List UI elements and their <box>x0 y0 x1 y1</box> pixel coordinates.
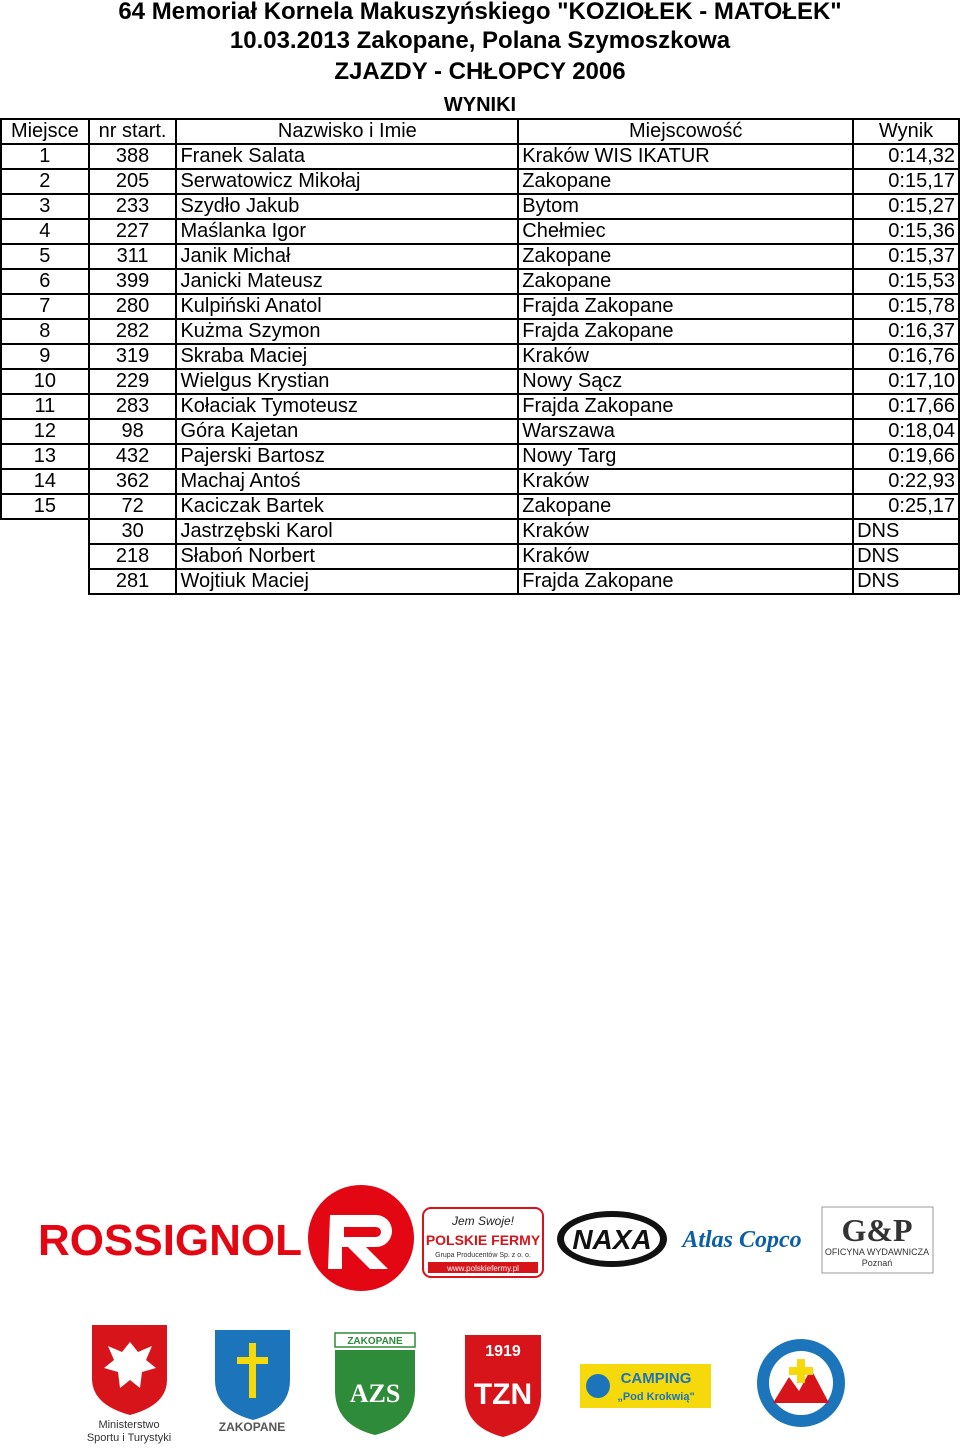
tzn-logo <box>462 1332 544 1440</box>
zakopane-text: ZAKOPANE <box>218 1420 286 1434</box>
gp-sub1-text: OFICYNA WYDAWNICZA <box>824 1247 930 1257</box>
header-date-place: 10.03.2013 Zakopane, Polana Szymoszkowa <box>229 27 731 54</box>
result-cell: 0:15,53 <box>853 269 959 294</box>
town-cell: Kraków <box>518 344 853 369</box>
town-cell: Kraków WIS IKATUR <box>518 144 853 169</box>
bib-cell: 227 <box>89 219 177 244</box>
table-row <box>1 169 959 194</box>
place-cell: 15 <box>1 494 89 519</box>
name-cell: Słaboń Norbert <box>176 544 518 569</box>
name-cell: Jastrzębski Karol <box>176 519 518 544</box>
town-cell: Zakopane <box>518 169 853 194</box>
gp-sub2-text: Poznań <box>861 1258 893 1268</box>
town-cell: Kraków <box>518 519 853 544</box>
table-row <box>1 444 959 469</box>
col-header-town: Miejscowość <box>518 119 853 144</box>
town-cell: Zakopane <box>518 269 853 294</box>
azs-text: AZS <box>349 1379 401 1408</box>
place-cell: 3 <box>1 194 89 219</box>
town-cell: Bytom <box>518 194 853 219</box>
table-row <box>1 244 959 269</box>
azs-zakopane-logo <box>330 1330 420 1440</box>
gp-text: G&P <box>841 1212 913 1248</box>
town-cell: Zakopane <box>518 494 853 519</box>
fermy-sub-text: Grupa Producentów Sp. z o. o. <box>435 1252 531 1259</box>
bib-cell: 362 <box>89 469 177 494</box>
table-row <box>1 144 959 169</box>
name-cell: Janicki Mateusz <box>176 269 518 294</box>
result-cell: 0:17,10 <box>853 369 959 394</box>
table-row <box>1 469 959 494</box>
place-cell-empty <box>1 519 89 544</box>
bib-cell: 399 <box>89 269 177 294</box>
town-cell: Nowy Sącz <box>518 369 853 394</box>
bib-cell: 282 <box>89 319 177 344</box>
bib-cell: 218 <box>89 544 177 569</box>
ministry-text-1: Ministerstwo <box>98 1419 160 1431</box>
atlas-text: Atlas Copco <box>682 1227 802 1253</box>
place-cell: 6 <box>1 269 89 294</box>
name-cell: Serwatowicz Mikołaj <box>176 169 518 194</box>
table-row <box>1 369 959 394</box>
col-header-place: Miejsce <box>1 119 89 144</box>
bib-cell: 205 <box>89 169 177 194</box>
place-cell: 1 <box>1 144 89 169</box>
results-table <box>0 118 960 595</box>
fermy-top-text: Jem Swoje! <box>451 1214 515 1228</box>
table-row <box>1 419 959 444</box>
bib-cell: 388 <box>89 144 177 169</box>
rossignol-text: ROSSIGNOL <box>38 1216 303 1265</box>
name-cell: Machaj Antoś <box>176 469 518 494</box>
place-cell: 7 <box>1 294 89 319</box>
table-row-dns <box>1 519 959 544</box>
town-cell: Frajda Zakopane <box>518 394 853 419</box>
name-cell: Szydło Jakub <box>176 194 518 219</box>
mountain-rescue-logo <box>755 1337 847 1429</box>
town-cell: Kraków <box>518 469 853 494</box>
table-row <box>1 344 959 369</box>
bib-cell: 229 <box>89 369 177 394</box>
bib-cell: 281 <box>89 569 177 594</box>
result-cell: 0:19,66 <box>853 444 959 469</box>
bib-cell: 311 <box>89 244 177 269</box>
bib-cell: 233 <box>89 194 177 219</box>
tzn-year-text: 1919 <box>485 1343 521 1360</box>
table-row <box>1 269 959 294</box>
name-cell: Kulpiński Anatol <box>176 294 518 319</box>
col-header-result: Wynik <box>853 119 959 144</box>
name-cell: Skraba Maciej <box>176 344 518 369</box>
result-cell: 0:15,37 <box>853 244 959 269</box>
place-cell: 14 <box>1 469 89 494</box>
tzn-text: TZN <box>473 1378 533 1411</box>
result-cell: 0:15,17 <box>853 169 959 194</box>
name-cell: Kużma Szymon <box>176 319 518 344</box>
name-cell: Franek Salata <box>176 144 518 169</box>
atlas-copco-logo <box>680 1212 805 1264</box>
table-row <box>1 394 959 419</box>
place-cell-empty <box>1 569 89 594</box>
header-results: WYNIKI <box>443 94 517 116</box>
azs-top-text: ZAKOPANE <box>347 1336 403 1347</box>
place-cell: 8 <box>1 319 89 344</box>
name-cell: Janik Michał <box>176 244 518 269</box>
result-cell: DNS <box>853 544 959 569</box>
camping-logo <box>578 1362 713 1410</box>
bib-cell: 319 <box>89 344 177 369</box>
result-cell: 0:16,76 <box>853 344 959 369</box>
bib-cell: 72 <box>89 494 177 519</box>
town-cell: Chełmiec <box>518 219 853 244</box>
result-cell: 0:17,66 <box>853 394 959 419</box>
ministry-text-2: Sportu i Turystyki <box>86 1432 172 1444</box>
place-cell: 9 <box>1 344 89 369</box>
town-cell: Frajda Zakopane <box>518 294 853 319</box>
zakopane-crest-logo <box>205 1325 300 1435</box>
fermy-url-text: www.polskiefermy.pl <box>447 1264 519 1273</box>
place-cell: 12 <box>1 419 89 444</box>
name-cell: Kaciczak Bartek <box>176 494 518 519</box>
ministry-sport-logo <box>72 1320 187 1445</box>
col-header-bib: nr start. <box>89 119 177 144</box>
rossignol-logo <box>38 1185 418 1295</box>
table-row <box>1 194 959 219</box>
result-cell: 0:18,04 <box>853 419 959 444</box>
table-row-dns <box>1 569 959 594</box>
bib-cell: 283 <box>89 394 177 419</box>
place-cell-empty <box>1 544 89 569</box>
town-cell: Frajda Zakopane <box>518 569 853 594</box>
table-row <box>1 319 959 344</box>
name-cell: Wojtiuk Maciej <box>176 569 518 594</box>
bib-cell: 30 <box>89 519 177 544</box>
naxa-text: NAXA <box>572 1224 652 1255</box>
result-cell: 0:15,27 <box>853 194 959 219</box>
bib-cell: 432 <box>89 444 177 469</box>
name-cell: Wielgus Krystian <box>176 369 518 394</box>
town-cell: Nowy Targ <box>518 444 853 469</box>
table-row <box>1 494 959 519</box>
result-cell: 0:14,32 <box>853 144 959 169</box>
place-cell: 2 <box>1 169 89 194</box>
place-cell: 13 <box>1 444 89 469</box>
town-cell: Warszawa <box>518 419 853 444</box>
name-cell: Kołaciak Tymoteusz <box>176 394 518 419</box>
result-cell: 0:25,17 <box>853 494 959 519</box>
result-cell: 0:15,36 <box>853 219 959 244</box>
place-cell: 11 <box>1 394 89 419</box>
fermy-text: POLSKIE FERMY <box>425 1232 541 1248</box>
bib-cell: 98 <box>89 419 177 444</box>
header-category: ZJAZDY - CHŁOPCY 2006 <box>334 58 626 85</box>
naxa-logo <box>553 1205 671 1273</box>
table-row <box>1 294 959 319</box>
result-cell: 0:22,93 <box>853 469 959 494</box>
gp-logo <box>820 1205 935 1275</box>
place-cell: 5 <box>1 244 89 269</box>
name-cell: Góra Kajetan <box>176 419 518 444</box>
place-cell: 4 <box>1 219 89 244</box>
name-cell: Maślanka Igor <box>176 219 518 244</box>
camping-text-1: CAMPING <box>620 1370 692 1387</box>
table-header-row <box>1 119 959 144</box>
result-cell: DNS <box>853 569 959 594</box>
table-row-dns <box>1 544 959 569</box>
col-header-name: Nazwisko i Imie <box>176 119 518 144</box>
polskie-fermy-logo <box>420 1205 546 1280</box>
camping-text-2: „Pod Krokwią" <box>617 1391 695 1403</box>
place-cell: 10 <box>1 369 89 394</box>
bib-cell: 280 <box>89 294 177 319</box>
table-row <box>1 219 959 244</box>
header-title: 64 Memoriał Kornela Makuszyńskiego "KOZIOŁEK - MATOŁEK" <box>118 0 842 25</box>
name-cell: Pajerski Bartosz <box>176 444 518 469</box>
town-cell: Zakopane <box>518 244 853 269</box>
result-cell: DNS <box>853 519 959 544</box>
result-cell: 0:16,37 <box>853 319 959 344</box>
result-cell: 0:15,78 <box>853 294 959 319</box>
town-cell: Frajda Zakopane <box>518 319 853 344</box>
town-cell: Kraków <box>518 544 853 569</box>
